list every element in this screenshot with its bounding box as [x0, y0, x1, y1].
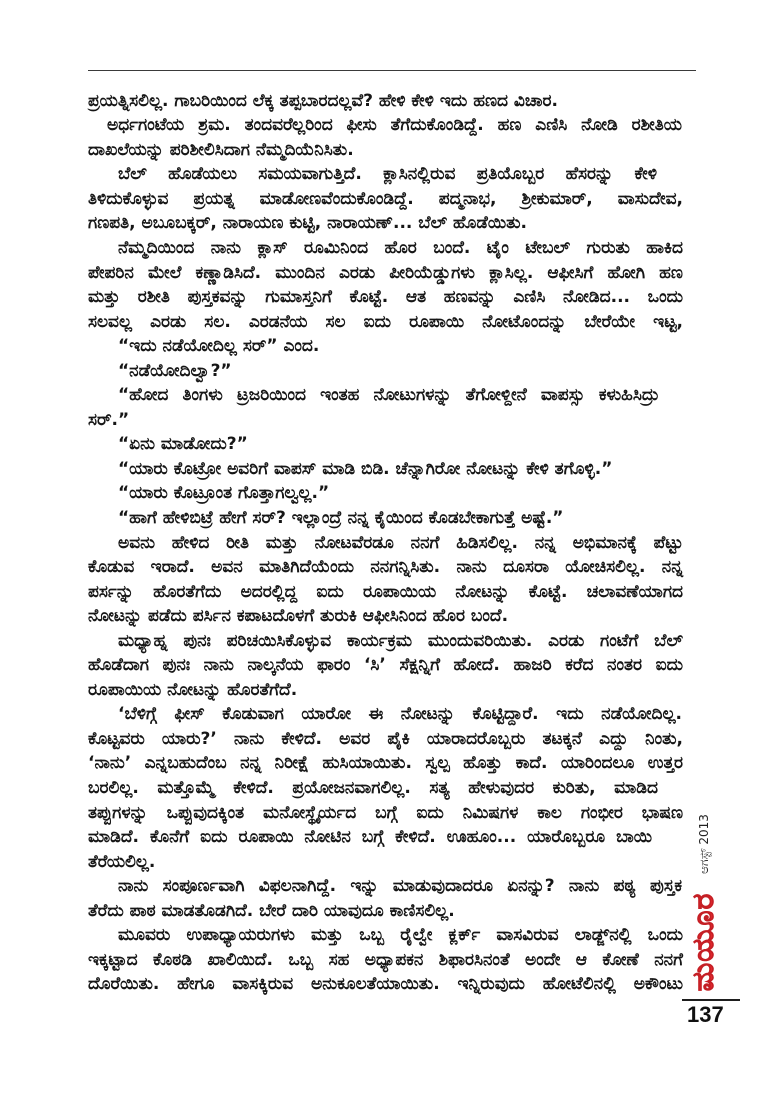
dialogue-line: [88, 481, 683, 506]
line-text: “ಇದು ನಡೆಯೋದಿಲ್ಲ ಸರ್” ಎಂದ.: [118, 336, 320, 357]
dialogue-line: [88, 432, 683, 457]
text-line: [88, 801, 683, 826]
line-text: ನೆಮ್ಮದಿಯಿಂದ ನಾನು ಕ್ಲಾಸ್ ರೂಮಿನಿಂದ ಹೊರ ಬಂದೆ. ಟೈಂ ಟೇಬಲ್ ಗುರುತು ಹಾಕಿದ: [118, 237, 683, 258]
text-line: [88, 531, 683, 556]
text-line: [88, 629, 683, 654]
line-text: “ಯಾರು ಕೊಟ್ರೂಂತ ಗೊತ್ತಾಗಲ್ವಲ್ಲ.”: [118, 483, 330, 504]
text-line: [88, 874, 682, 899]
text-line: [88, 113, 682, 138]
line-text: ಕೊಟ್ಟವರು ಯಾರು?’ ನಾನು ಕೇಳಿದೆ. ಅವರ ಪೈಕಿ ಯಾರಾದರೊಬ್ಬರು ತಟಕ್ಕನೆ ಎದ್ದು ನಿಂತು,: [88, 728, 683, 749]
text-line: [88, 825, 652, 850]
line-text: ಇಕ್ಕಟ್ಟಾದ ಕೊಠಡಿ ಖಾಲಿಯಿದೆ. ಒಬ್ಬ ಸಹ ಅಧ್ಯಾಪಕನ ಶಿಫಾರಸಿನಂತೆ ಅಂದೇ ಆ ಕೋಣೆ ನನಗೆ: [88, 949, 683, 970]
dialogue-line: [88, 334, 683, 359]
line-text: ತೆರೆಯಲಿಲ್ಲ.: [88, 851, 156, 872]
text-line: [88, 604, 683, 629]
line-text: ‘ನಾನು’ ಎನ್ನಬಹುದೆಂಬ ನನ್ನ ನಿರೀಕ್ಷೆ ಹುಸಿಯಾಯಿತು. ಸ್ವಲ್ಪ ಹೊತ್ತು ಕಾದೆ. ಯಾರಿಂದಲೂ ಉತ್ತರ: [88, 753, 683, 774]
text-line: [88, 751, 683, 776]
text-line: [88, 138, 683, 163]
text-line: [88, 211, 683, 236]
line-text: ಅರ್ಧಗಂಟೆಯ ಶ್ರಮ. ತಂದವರೆಲ್ಲರಿಂದ ಫೀಸು ತೆಗೆದುಕೊಂಡಿದ್ದೆ. ಹಣ ಎಣಿಸಿ ನೋಡಿ ರಶೀತಿಯ: [107, 115, 682, 136]
line-text: ‘ಬೆಳಿಗ್ಗೆ ಫೀಸ್ ಕೊಡುವಾಗ ಯಾರೋ ಈ ನೋಟನ್ನು ಕೊಟ್ಟಿದ್ದಾರೆ. ಇದು ನಡೆಯೋದಿಲ್ಲ.: [118, 704, 682, 725]
page-number-rule: [682, 999, 740, 1001]
text-line: [88, 776, 658, 801]
text-line: [88, 89, 683, 114]
text-line: [88, 948, 683, 973]
line-text: “ಏನು ಮಾಡೋದು?”: [118, 434, 248, 455]
text-line: [88, 162, 657, 187]
line-text: ಗಣಪತಿ, ಅಬೂಬಕ್ಕರ್, ನಾರಾಯಣ ಕುಟ್ಟಿ, ನಾರಾಯಣ್... ಬೆಲ್ ಹೊಡೆಯಿತು.: [88, 213, 527, 234]
dialogue-line: [88, 383, 659, 408]
text-line: [88, 923, 683, 948]
line-text: ಸರ್.”: [88, 409, 130, 430]
text-line: [88, 310, 683, 335]
text-line: [88, 972, 683, 997]
text-line: [88, 187, 683, 212]
line-text: ದೊರೆಯಿತು. ಹೇಗೂ ವಾಸಕ್ಕಿರುವ ಅನುಕೂಲತೆಯಾಯಿತು. ಇನ್ನಿರುವುದು ಹೋಟೆಲಿನಲ್ಲಿ ಅಕೌಂಟು: [88, 974, 683, 995]
line-text: ದಾಖಲೆಯನ್ನು ಪರಿಶೀಲಿಸಿದಾಗ ನೆಮ್ಮದಿಯೆನಿಸಿತು.: [88, 139, 354, 160]
dialogue-line: [88, 359, 683, 384]
dialogue-line: [88, 457, 683, 482]
line-text: “ಹಾಗೆ ಹೇಳಿಬಿಟ್ರೆ ಹೇಗೆ ಸರ್? ಇಲ್ಲಾಂದ್ರೆ ನನ್ನ ಕೈಯಿಂದ ಕೊಡಬೇಕಾಗುತ್ತೆ ಅಷ್ಟೆ.”: [118, 507, 564, 528]
line-text: “ಯಾರು ಕೊಟ್ರೋ ಅವರಿಗೆ ವಾಪಸ್ ಮಾಡಿ ಬಿಡಿ. ಚೆನ್ನಾಗಿರೋ ನೋಟನ್ನು ಕೇಳಿ ತಗೊಳ್ಳಿ.”: [118, 458, 613, 479]
article-body: [88, 89, 683, 997]
line-text: ಸಲವಲ್ಲ ಎರಡು ಸಲ. ಎರಡನೆಯ ಸಲ ಐದು ರೂಪಾಯಿ ನೋಟೊಂದನ್ನು ಬೇರೆಯೇ ಇಟ್ಟ,: [88, 311, 683, 332]
page-number: 137: [687, 1002, 724, 1027]
text-line: [88, 678, 683, 703]
line-text: ಮೂವರು ಉಪಾಧ್ಯಾಯರುಗಳು ಮತ್ತು ಒಬ್ಬ ರೈಲ್ವೇ ಕ್ಲರ್ಕ್ ವಾಸವಿರುವ ಲಾಡ್ಜ್‌ನಲ್ಲಿ ಒಂದು: [118, 925, 683, 946]
line-text: ಪ್ರಯತ್ನಿಸಲಿಲ್ಲ. ಗಾಬರಿಯಿಂದ ಲೆಕ್ಕ ತಪ್ಪಬಾರದಲ್ಲವೆ? ಹೇಳಿ ಕೇಳಿ ಇದು ಹಣದ ವಿಚಾರ.: [88, 90, 558, 111]
text-line: [88, 580, 683, 605]
line-text: ನಾನು ಸಂಪೂರ್ಣವಾಗಿ ವಿಫಲನಾಗಿದ್ದೆ. ಇನ್ನು ಮಾಡುವುದಾದರೂ ಏನನ್ನು? ನಾನು ಪಠ್ಯ ಪುಸ್ತಕ: [118, 876, 682, 897]
text-line: [88, 727, 683, 752]
text-line: [88, 899, 683, 924]
magazine-logo: ಮಯೂರ: [686, 892, 721, 992]
line-text: “ಹೋದ ತಿಂಗಳು ಟ್ರಜರಿಯಿಂದ ಇಂತಹ ನೋಟುಗಳನ್ನು ತೆಗೋಳ್ದೀನೆ ವಾಪಸ್ಸು ಕಳುಹಿಸಿದ್ರು: [118, 385, 659, 406]
line-text: ತಿಳಿದುಕೊಳ್ಳುವ ಪ್ರಯತ್ನ ಮಾಡೋಣವೆಂದುಕೊಂಡಿದ್ದೆ. ಪದ್ಮನಾಭ, ಶ್ರೀಕುಮಾರ್, ವಾಸುದೇವ,: [88, 188, 683, 209]
text-line: [88, 702, 682, 727]
line-text: ಮಾಡಿದೆ. ಕೊನೆಗೆ ಐದು ರೂಪಾಯಿ ನೋಟಿನ ಬಗ್ಗೆ ಕೇಳಿದೆ. ಊಹೂಂ... ಯಾರೊಬ್ಬರೂ ಬಾಯಿ: [88, 827, 652, 848]
line-text: “ನಡೆಯೋದಿಲ್ವಾ?”: [118, 360, 232, 381]
line-text: ಪರ್ಸನ್ನು ಹೊರತೆಗೆದು ಅದರಲ್ಲಿದ್ದ ಐದು ರೂಪಾಯಿಯ ನೋಟನ್ನು ಕೊಟ್ಟೆ. ಚಲಾವಣೆಯಾಗದ: [88, 581, 683, 602]
line-text: ರೂಪಾಯಿಯ ನೋಟನ್ನು ಹೊರತೆಗೆದೆ.: [88, 679, 298, 700]
issue-date: ಆಗಸ್ಟ್ 2013: [697, 814, 711, 874]
text-line: [88, 555, 683, 580]
line-text: ಅವನು ಹೇಳಿದ ರೀತಿ ಮತ್ತು ನೋಟವೆರಡೂ ನನಗೆ ಹಿಡಿಸಲಿಲ್ಲ. ನನ್ನ ಅಭಿಮಾನಕ್ಕೆ ಪೆಟ್ಟು: [118, 532, 683, 553]
dialogue-line: [88, 408, 683, 433]
dialogue-line: [88, 506, 683, 531]
text-line: [88, 236, 683, 261]
line-text: ಮತ್ತು ರಶೀತಿ ಪುಸ್ತಕವನ್ನು ಗುಮಾಸ್ತನಿಗೆ ಕೊಟ್ಟೆ. ಆತ ಹಣವನ್ನು ಎಣಿಸಿ ನೋಡಿದ... ಒಂದು: [88, 287, 683, 308]
line-text: ಹೊಡೆದಾಗ ಪುನಃ ನಾನು ನಾಲ್ಕನೆಯ ಫಾರಂ ‘ಸಿ’ ಸೆಕ್ಷನ್ನಿಗೆ ಹೋದೆ. ಹಾಜರಿ ಕರೆದ ನಂತರ ಐದು: [88, 655, 683, 676]
header-rule: [88, 70, 696, 71]
line-text: ತಪ್ಪುಗಳನ್ನು ಒಪ್ಪುವುದಕ್ಕಿಂತ ಮನೋಸ್ಥೈರ್ಯದ ಬಗ್ಗೆ ಐದು ನಿಮಿಷಗಳ ಕಾಲ ಗಂಭೀರ ಭಾಷಣ: [88, 802, 683, 823]
line-text: ತೆರೆದು ಪಾಠ ಮಾಡತೊಡಗಿದೆ. ಬೇರೆ ದಾರಿ ಯಾವುದೂ ಕಾಣಿಸಲಿಲ್ಲ.: [88, 900, 455, 921]
text-line: [88, 285, 683, 310]
line-text: ಬರಲಿಲ್ಲ. ಮತ್ತೊಮ್ಮೆ ಕೇಳಿದೆ. ಪ್ರಯೋಜನವಾಗಲಿಲ್ಲ. ಸತ್ಯ ಹೇಳುವುದರ ಕುರಿತು, ಮಾಡಿದ: [88, 778, 658, 798]
line-text: ಬೆಲ್ ಹೊಡೆಯಲು ಸಮಯವಾಗುತ್ತಿದೆ. ಕ್ಲಾಸಿನಲ್ಲಿರುವ ಪ್ರತಿಯೊಬ್ಬರ ಹೆಸರನ್ನು ಕೇಳಿ: [118, 164, 657, 185]
line-text: ಮಧ್ಯಾಹ್ನ ಪುನಃ ಪರಿಚಯಿಸಿಕೊಳ್ಳುವ ಕಾರ್ಯಕ್ರಮ ಮುಂದುವರಿಯಿತು. ಎರಡು ಗಂಟೆಗೆ ಬೆಲ್: [118, 630, 683, 651]
text-line: [88, 850, 683, 875]
line-text: ಪೇಪರಿನ ಮೇಲೆ ಕಣ್ಣಾಡಿಸಿದೆ. ಮುಂದಿನ ಎರಡು ಪೀರಿಯೆಡ್ಡುಗಳು ಕ್ಲಾಸಿಲ್ಲ. ಆಫೀಸಿಗೆ ಹೋಗಿ ಹಣ: [88, 262, 683, 283]
text-line: [88, 261, 683, 286]
text-line: [88, 653, 683, 678]
line-text: ಕೊಡುವ ಇರಾದೆ. ಅವನ ಮಾತಿಗಿದೆಯೆಂದು ನನಗನ್ನಿಸಿತು. ನಾನು ದೂಸರಾ ಯೋಚಿಸಲಿಲ್ಲ. ನನ್ನ: [88, 557, 683, 578]
line-text: ನೋಟನ್ನು ಪಡೆದು ಪರ್ಸಿನ ಕಪಾಟದೊಳಗೆ ತುರುಕಿ ಆಫೀಸಿನಿಂದ ಹೊರ ಬಂದೆ.: [88, 606, 509, 627]
